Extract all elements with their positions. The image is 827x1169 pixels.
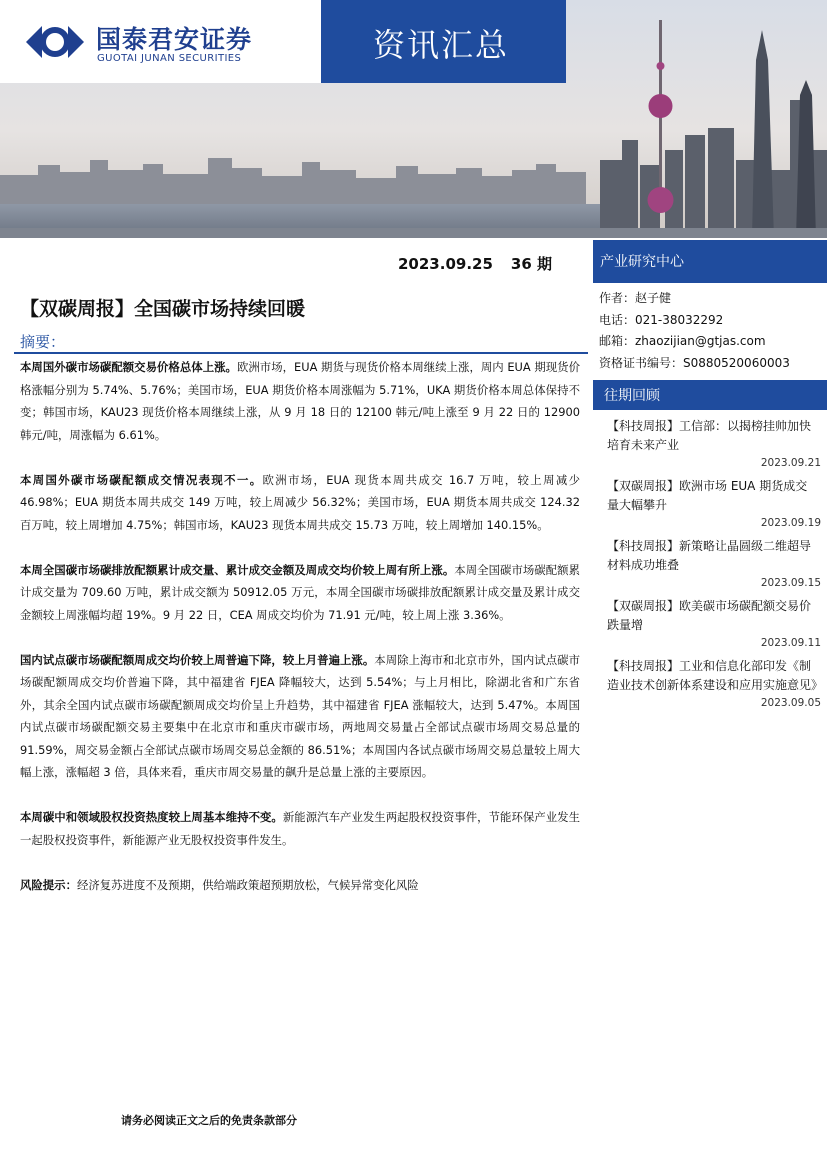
author-name: 作者：赵子健 [599,291,672,305]
paragraph-lead: 本周国外碳市场碳配额交易价格总体上涨。 [20,360,237,374]
paragraph-lead: 本周全国碳市场碳排放配额累计成交量、累计成交金额及周成交均价较上周有所上涨。 [20,562,455,577]
paragraph-text: 本周除上海市和北京市外，国内试点碳市场碳配额周成交均价普遍下降，其中福建省 FJEA 降幅较大，达到 5.54%；与上月相比，除湖北省和广东省外，其余全国内试点碳市场碳配额周成交均价呈上升趋势，其中福建省 FJEA 涨幅较大，达到 5.47%。本周国内试点碳市场碳配额交易主要集中在北京市和重庆市碳市场，两地周交易量占全部试点碳市场周交易总量的 91.59%，周交易金额占全部试点碳市场周交易总金额的 86.51%；本周国内各试点碳市场周交易总量较上周大幅上涨，涨幅超 3 倍，具体来看，重庆市周交易量的飙升是总量上涨的主要原因。 [20,652,580,779]
body-paragraph [20,469,580,537]
past-issue-date: 2023.09.05 [760,697,821,709]
banner-title: 资讯汇总 [373,26,510,64]
author-email[interactable]: 邮箱：zhaozijian@gtjas.com [599,334,766,348]
sidebar [593,240,827,709]
past-issue-item[interactable] [607,417,821,470]
paragraph-lead: 本周碳中和领域股权投资热度较上周基本维持不变。 [20,810,283,824]
past-issue-title[interactable]: 【科技周报】工信部：以揭榜挂帅加快培育未来产业 [607,419,812,452]
past-issue-item[interactable] [607,597,821,650]
paragraph-lead: 本周国外碳市场碳配额成交情况表现不一。 [20,472,263,487]
report-issue: 36 期 [510,255,553,273]
paragraph-text: 欧洲市场，EUA 现货本周共成交 16.7 万吨，较上周减少 46.98%；EUA 期货本周共成交 149 万吨，较上周减少 56.32%；美国市场，EUA 期货本周共成交 124.32 百万吨，较上周增加 4.75%；韩国市场，KAU23 现货本周共成交 15.73 万吨，较上周增加 140.15%。 [20,472,580,532]
paragraph-text: 经济复苏进度不及预期，供给端政策超预期放松，气候异常变化风险 [76,877,419,892]
body-paragraph [20,649,580,784]
past-issue-title[interactable]: 【科技周报】工业和信息化部印发《制造业技术创新体系建设和应用实施意见》 [607,659,824,692]
past-issue-title[interactable]: 【科技周报】新策略让晶圆级二维超导材料成功堆叠 [607,539,812,572]
logo-english-name: GUOTAI JUNAN SECURITIES [97,53,242,64]
body-paragraph [20,806,580,851]
paragraph-lead: 国内试点碳市场碳配额周成交均价较上周普遍下降，较上月普遍上涨。 [20,652,375,667]
header-banner [0,0,827,238]
banner-title-block [321,0,566,83]
risk-warning [20,874,580,897]
past-issue-item[interactable] [607,657,824,710]
logo-chinese-name: 国泰君安证券 [96,25,253,54]
author-license: 资格证书编号：S0880520060003 [599,355,790,370]
paragraph-text: 新能源汽车产业发生两起股权投资事件，节能环保产业发生一起股权投资事件，新能源产业无股权投资事件发生。 [20,810,580,847]
past-issue-title[interactable]: 【双碳周报】欧洲市场 EUA 期货成交量大幅攀升 [607,479,808,512]
disclaimer-footer: 请务必阅读正文之后的免责条款部分 [121,1114,297,1127]
report-body [20,356,580,919]
past-issue-item[interactable] [607,477,821,530]
report-dateline [398,253,552,274]
past-issue-title[interactable]: 【双碳周报】欧美碳市场碳配额交易价跌量增 [607,599,812,632]
paragraph-lead: 风险提示： [20,877,77,892]
sidebar-dept-header: 产业研究中心 [593,240,827,283]
report-date: 2023.09.25 [398,255,493,273]
past-issue-date: 2023.09.19 [760,517,821,529]
body-paragraph [20,559,580,627]
past-issues-list [593,417,827,710]
past-issues-header: 往期回顾 [593,380,827,410]
report-title: 【双碳周报】全国碳市场持续回暖 [20,298,306,320]
abstract-label: 摘要： [20,333,66,351]
abstract-divider [14,352,588,354]
guotai-junan-logo-icon [22,22,86,62]
past-issue-date: 2023.09.21 [760,457,821,469]
logo-block [0,0,321,83]
paragraph-text: 本周全国碳市场碳配额累计成交量为 709.60 万吨，累计成交额为 50912.05 万元，本周全国碳市场碳排放配额累计成交量及累计成交金额较上周涨幅均超 19%。9 月 22 日，CEA 周成交均价为 71.91 元/吨，较上周上涨 3.36%。 [20,562,580,622]
body-paragraph [20,356,580,446]
past-issue-item[interactable] [607,537,821,590]
author-phone: 电话：021-38032292 [599,312,724,327]
paragraph-text: 欧洲市场，EUA 期货与现货价格本周继续上涨，周内 EUA 期现货价格涨幅分别为 5.74%、5.76%；美国市场，EUA 期货价格本周涨幅为 5.71%，UKA 期货价格本周总体保持不变；韩国市场，KAU23 现货价格本周继续上涨，从 9 月 18 日的 12100 韩元/吨上涨至 9 月 22 日的 12900 韩元/吨，周涨幅为 6.61%。 [20,360,580,442]
past-issue-date: 2023.09.11 [760,637,821,649]
author-info [593,283,827,374]
past-issue-date: 2023.09.15 [760,577,821,589]
